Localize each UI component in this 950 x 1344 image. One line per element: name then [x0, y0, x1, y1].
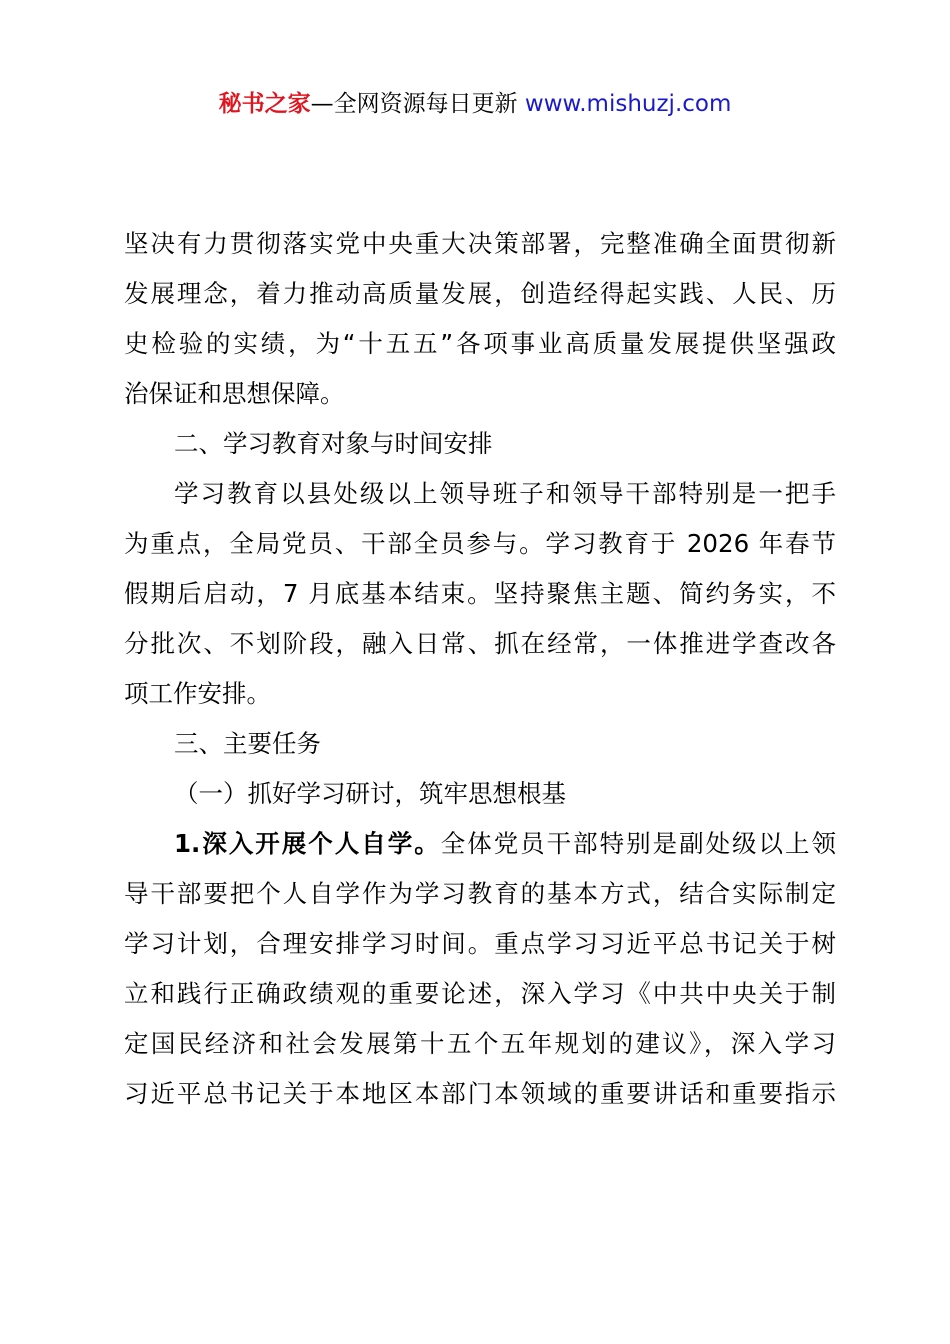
text-line: 导干部要把个人自学作为学习教育的基本方式，结合实际制定: [124, 879, 836, 908]
text-line: 项工作安排。: [124, 679, 271, 708]
text-line: [124, 819, 836, 869]
site-url[interactable]: www.mishuzj.com: [524, 91, 732, 117]
text-line: 发展理念，着力推动高质量发展，创造经得起实践、人民、历: [124, 279, 836, 308]
text-line: 坚决有力贯彻落实党中央重大决策部署，完整准确全面贯彻新: [124, 229, 836, 258]
text-line: 习近平总书记关于本地区本部门本领域的重要讲话和重要指示: [124, 1079, 836, 1108]
section-heading: 三、主要任务: [174, 729, 321, 758]
site-tagline: —全网资源每日更新: [310, 91, 525, 117]
text-line: 学习教育以县处级以上领导班子和领导干部特别是一把手: [174, 479, 836, 508]
document-body: [124, 219, 836, 1119]
text-line: 定国民经济和社会发展第十五个五年规划的建议》，深入学习: [124, 1029, 836, 1058]
text-line: 假期后启动，7 月底基本结束。坚持聚焦主题、简约务实，不: [124, 579, 836, 608]
site-brand: 秘书之家: [218, 91, 311, 117]
item-text: 全体党员干部特别是副处级以上领: [440, 829, 837, 858]
text-line: 分批次、不划阶段，融入日常、抓在经常，一体推进学查改各: [124, 629, 836, 658]
text-line: 治保证和思想保障。: [124, 379, 345, 408]
text-line: 学习计划，合理安排学习时间。重点学习习近平总书记关于树: [124, 929, 836, 958]
site-header: [0, 86, 950, 122]
text-line: 为重点，全局党员、干部全员参与。学习教育于 2026 年春节: [124, 529, 836, 558]
item-lead: 1.深入开展个人自学。: [174, 829, 441, 858]
subsection-heading: （一）抓好学习研讨，筑牢思想根基: [174, 779, 566, 808]
text-line: 立和践行正确政绩观的重要论述，深入学习《中共中央关于制: [124, 979, 836, 1008]
section-heading: 二、学习教育对象与时间安排: [174, 429, 493, 458]
text-line: 史检验的实绩，为“十五五”各项事业高质量发展提供坚强政: [124, 329, 836, 358]
